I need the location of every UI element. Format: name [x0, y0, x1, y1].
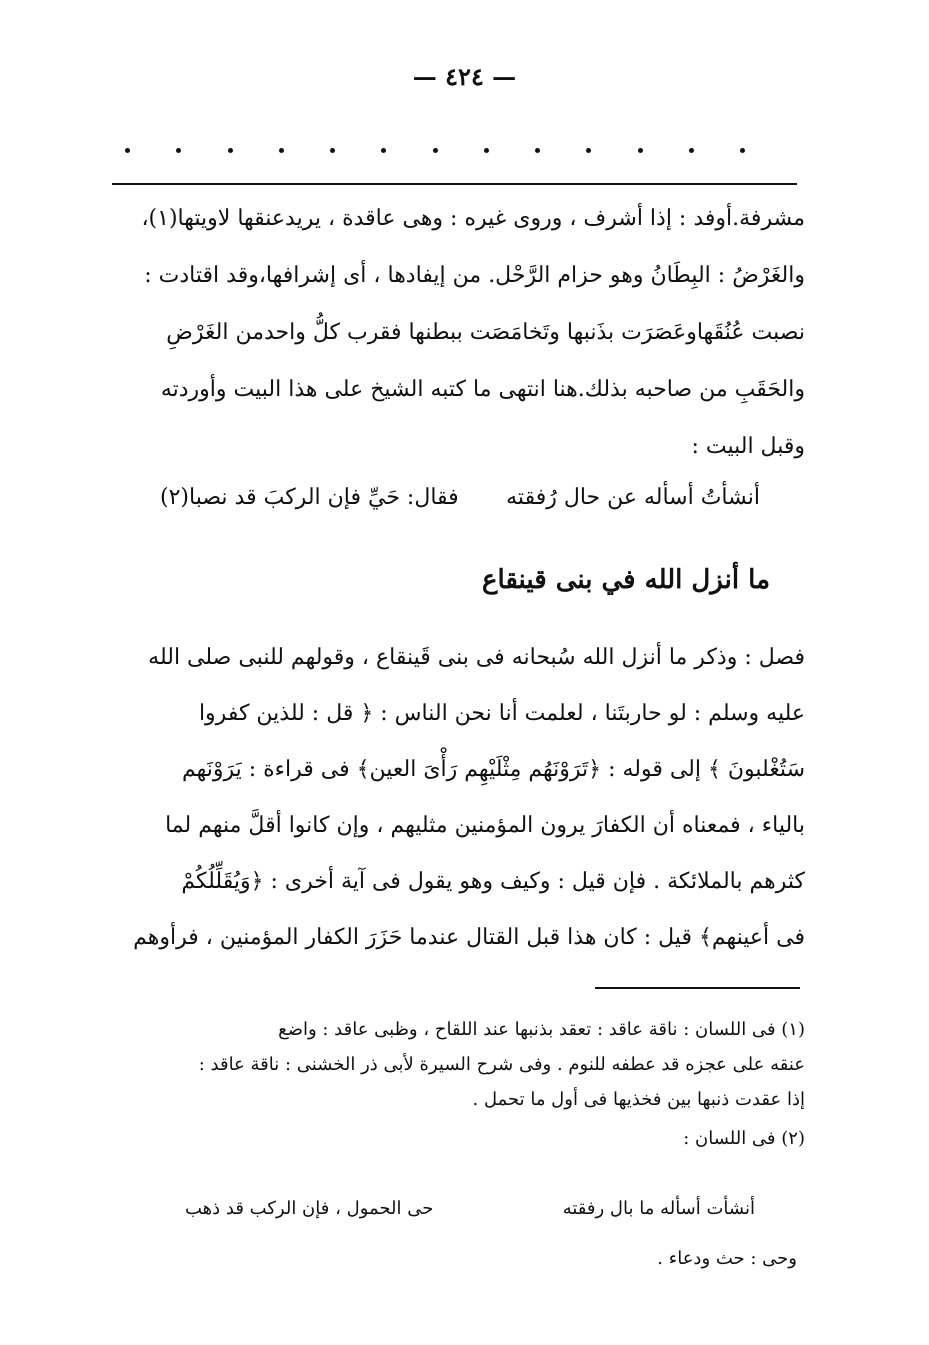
separator-dot — [638, 148, 643, 153]
text-line: كثرهم بالملائكة . فإن قيل : وكيف وهو يقول فى آية أخرى : ﴿وَيُقَلِّلُكُمْ — [181, 869, 805, 894]
text-line: والحَقَبِ من صاحبه بذلك.هنا انتهى ما كتبه الشيخ على هذا البيت وأوردته — [160, 377, 805, 402]
paragraph-1 — [125, 190, 805, 475]
paragraph-2 — [125, 630, 805, 966]
separator-dot — [279, 148, 284, 153]
footnote-2-note: وحى : حث ودعاء . — [657, 1248, 797, 1269]
text-line: والغَرْضُ : البِطَانُ وهو حزام الرَّحْل. من إيفادها ، أى إشرافها،وقد اقتادت : — [144, 263, 805, 288]
footnotes — [125, 1012, 805, 1156]
section-heading: ما أنزل الله في بنى قينقاع — [481, 565, 770, 595]
top-rule — [112, 183, 797, 185]
text-line: سَتُغْلبونَ ﴾ إلى قوله : ﴿تَرَوْنَهُم مِثْلَيْهِم رَأْىَ العين﴾ فى قراءة : يَرَوْنَهم — [181, 757, 805, 782]
page-number: — ٤٢٤ — — [412, 62, 517, 91]
footnote-line: عنقه على عجزه قد عطفه للنوم . وفى شرح السيرة لأبى ذر الخشنى : ناقة عاقد : — [198, 1054, 805, 1075]
poem-verse — [160, 485, 760, 510]
text-line: فى أعينهم﴾ قيل : كان هذا قبل القتال عندما حَزَرَ الكفار المؤمنين ، فرأوهم — [133, 925, 805, 950]
text-line: مشرفة.أوفد : إذا أشرف ، وروى غيره : وهى عاقدة ، يريدعنقها لاويتها(١)، — [141, 206, 805, 231]
separator-dot — [484, 148, 489, 153]
separator-dot — [381, 148, 386, 153]
text-line: فصل : وذكر ما أنزل الله سُبحانه فى بنى قَينقاع ، وقولهم للنبى صلى الله — [148, 645, 805, 670]
separator-dot — [740, 148, 745, 153]
text-line: وقبل البيت : — [691, 434, 805, 459]
separator-dot — [689, 148, 694, 153]
text-line: عليه وسلم : لو حاربتَنا ، لعلمت أنا نحن الناس : ﴿ قل : للذين كفروا — [198, 701, 805, 726]
footnote-rule — [595, 987, 800, 989]
separator-dot — [228, 148, 233, 153]
separator-dot — [125, 148, 130, 153]
footnote-2-label: (٢) فى اللسان : — [683, 1128, 805, 1149]
footnote-line: (١) فى اللسان : ناقة عاقد : تعقد بذنبها عند اللقاح ، وظبى عاقد : واضع — [278, 1019, 805, 1040]
separator-dot — [586, 148, 591, 153]
separator-dot — [433, 148, 438, 153]
footnote-verse — [185, 1198, 755, 1219]
text-line: نصبت عُنُقَهاوعَصَرَت بذَنبها وتَخامَصَت ببطنها فقرب كلُّ واحدمن الغَرْضِ — [166, 320, 805, 345]
footnote-verse-second: حى الحمول ، فإن الركب قد ذهب — [185, 1198, 434, 1219]
verse-hemistich-second: فقال: حَيِّ فإن الركبَ قد نصبا(٢) — [160, 485, 459, 510]
dotted-separator — [125, 140, 745, 160]
text-line: بالياء ، فمعناه أن الكفارَ يرون المؤمنين مثليهم ، وإن كانوا أقلَّ منهم لما — [165, 813, 805, 838]
footnote-line: إذا عقدت ذنبها بين فخذيها فى أول ما تحمل . — [472, 1089, 805, 1110]
footnote-verse-first: أنشأت أسأله ما بال رفقته — [562, 1198, 755, 1219]
verse-hemistich-first: أنشأتُ أسأله عن حال رُفقته — [506, 485, 760, 510]
separator-dot — [330, 148, 335, 153]
separator-dot — [176, 148, 181, 153]
separator-dot — [535, 148, 540, 153]
